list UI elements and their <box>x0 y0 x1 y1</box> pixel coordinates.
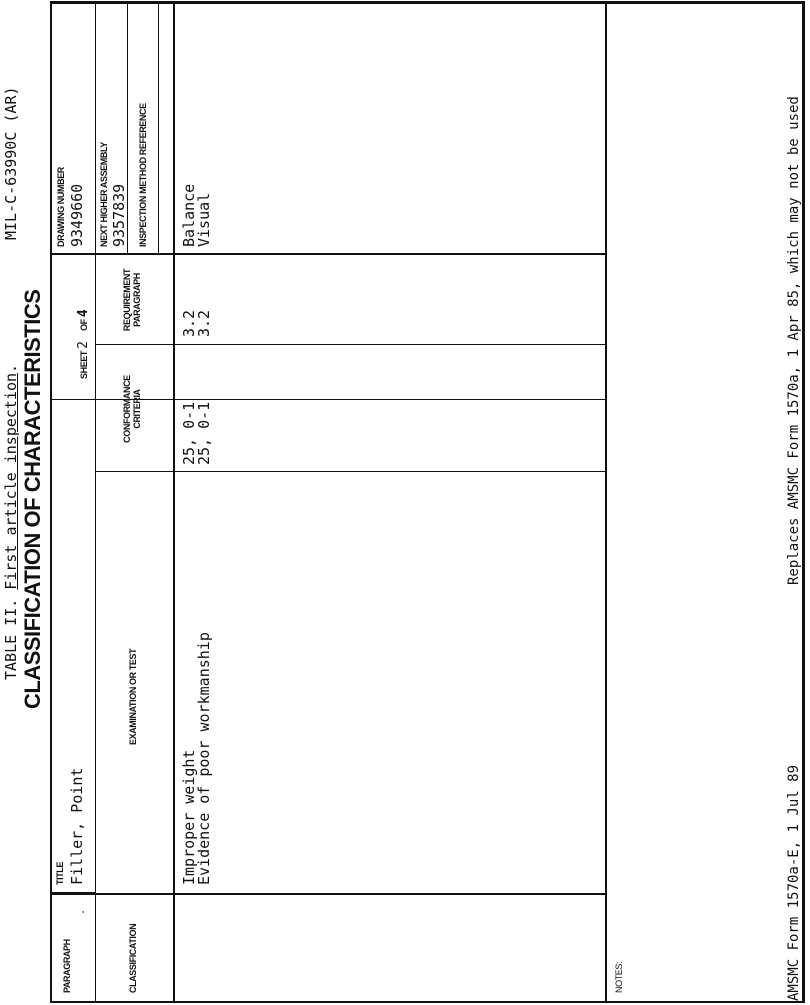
rule-title-bottom <box>95 1 96 1003</box>
next-higher-assembly-label: NEXT HIGHER ASSEMBLY <box>99 142 109 247</box>
row-criteria: 25, 0-1 <box>195 401 213 465</box>
sheet-label: SHEET <box>79 350 89 379</box>
spec-number: MIL-C-63990C (AR) <box>2 86 20 240</box>
rule-method-label <box>158 1 159 255</box>
paragraph-label: PARAGRAPH <box>62 939 72 993</box>
col-requirement-right <box>50 253 607 255</box>
requirement-header <box>122 259 142 341</box>
sheet-of-label: OF <box>79 319 89 331</box>
table-title: First article inspection <box>2 372 20 590</box>
replaces-note: Replaces AMSMC Form 1570a, 1 Apr 85, which may not be used <box>786 96 802 585</box>
sheet-number: 2 <box>76 341 91 349</box>
next-higher-assembly: 9357839 <box>110 183 128 247</box>
form-title: CLASSIFICATION OF CHARACTERISTICS <box>20 289 45 709</box>
row-criteria: 25, 0-1 <box>180 401 198 465</box>
row-examination: Evidence of poor workmanship <box>195 632 213 885</box>
conformance-header-line1: CONFORMANCE <box>122 375 132 443</box>
row-requirement: 3.2 <box>195 309 213 337</box>
title-value: Filler, Point <box>68 767 86 885</box>
paragraph-value: . <box>76 908 87 915</box>
sheet-indicator <box>76 310 91 379</box>
frame-bottom <box>802 1 805 1003</box>
title-label: TITLE <box>55 862 65 885</box>
table-label: TABLE II. <box>2 598 20 680</box>
requirement-header-line1: REQUIREMENT <box>122 268 132 332</box>
form-id: AMSMC Form 1570a-E, 1 Jul 89 <box>786 764 802 1001</box>
sheet-total: 4 <box>76 309 91 318</box>
drawing-number-label: DRAWING NUMBER <box>56 167 66 247</box>
frame-top <box>50 1 52 1003</box>
col-examination-right <box>95 471 607 472</box>
drawing-number: 9349660 <box>68 183 86 247</box>
rule-header-bottom <box>173 1 175 1003</box>
conformance-header-line2: CRITERIA <box>132 389 142 429</box>
requirement-header-line2: PARAGRAPH <box>132 273 142 327</box>
col-conformance-right <box>95 344 607 345</box>
col-classification-right <box>50 893 607 895</box>
row-method: Balance <box>180 183 198 247</box>
rule-notes-top <box>605 1 607 1003</box>
col-paragraph-right <box>50 892 95 893</box>
inspection-method-label: INSPECTION METHOD REFERENCE <box>138 103 148 247</box>
row-method: Visual <box>195 192 213 247</box>
table-caption: TABLE II. First article inspection. <box>2 363 20 680</box>
examination-header: EXAMINATION OR TEST <box>128 648 138 745</box>
frame-right <box>50 1 805 4</box>
row-requirement: 3.2 <box>180 309 198 337</box>
row-examination: Improper weight <box>180 749 198 885</box>
classification-header: CLASSIFICATION <box>128 923 138 993</box>
frame-left <box>50 1001 805 1003</box>
conformance-header <box>122 353 142 465</box>
notes-label: NOTES: <box>614 961 624 993</box>
